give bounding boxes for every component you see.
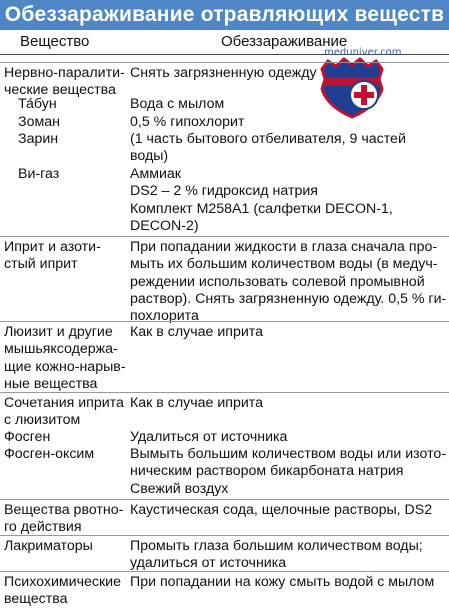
substance-cell: Сочетания иприта с люизитом [4,395,124,429]
table-row [0,62,449,99]
substance-cell: Вещества рвотно- го действия [4,502,124,536]
substance-cell: Та́бун [18,96,57,112]
substance-cell: Фосген [4,429,51,445]
decontamination-cell: Удалиться от источника [130,429,288,445]
substance-cell: Нервно-паралити- ческие вещества [4,65,125,99]
substance-cell: Зоман [18,114,60,130]
substance-cell: Люизит и другие мышьяксодержа- щие кожно-нарыв- ные вещества [4,324,126,392]
decontamination-cell: При попадании жидкости в глаза сначала про- мыть их большим количеством воды (в медуч- реждении использовать солевой промывной раствор). Снять загрязненную одежду. 0,5 % ги- похлорита [130,239,447,325]
table-row [0,571,449,608]
table-row [0,499,449,536]
decontamination-cell: Как в случае иприта [130,324,264,340]
decontamination-cell: Аммиак DS2 – 2 % гидроксид натрия Комплект M258A1 (салфетки DECON-1, DECON-2) [130,166,393,234]
decontamination-cell: 0,5 % гипохлорит [130,114,245,130]
page-title: Обеззараживание отравляющих веществ [0,0,449,30]
substance-cell: Иприт и азоти- стый иприт [4,239,101,273]
decontamination-cell: Снять загрязненную одежду [130,65,317,81]
substance-cell: Фосген-оксим [4,446,95,462]
table-row [0,535,449,572]
decontamination-cell: Вымыть большим количеством воды или изото- ническим раствором бикарбоната натрия Свежий воздух [130,446,447,497]
watermark: meduniver.com [324,47,402,58]
decontamination-cell: Каустическая сода, щелочные растворы, DS2 [130,502,433,518]
table-row [0,321,449,392]
table-row [0,392,449,429]
substance-cell: Зарин [18,131,59,147]
table-row [0,236,449,325]
column-header-substance: Вещество [20,33,90,50]
decontamination-cell: При попадании на кожу смыть водой с мылом [130,574,435,590]
decontamination-cell: Вода с мылом [130,96,225,112]
decontamination-cell: (1 часть бытового отбеливателя, 9 частей воды) [130,131,406,165]
substance-cell: Ви-газ [18,166,60,182]
column-header-decontamination: Обеззараживание [221,33,348,50]
substance-cell: Лакриматоры [4,538,93,554]
substance-cell: Психохимические вещества [4,574,121,608]
decontamination-cell: Промыть глаза большим количеством воды; удалиться от источника [130,538,423,572]
decontamination-cell: Как в случае иприта [130,395,264,411]
